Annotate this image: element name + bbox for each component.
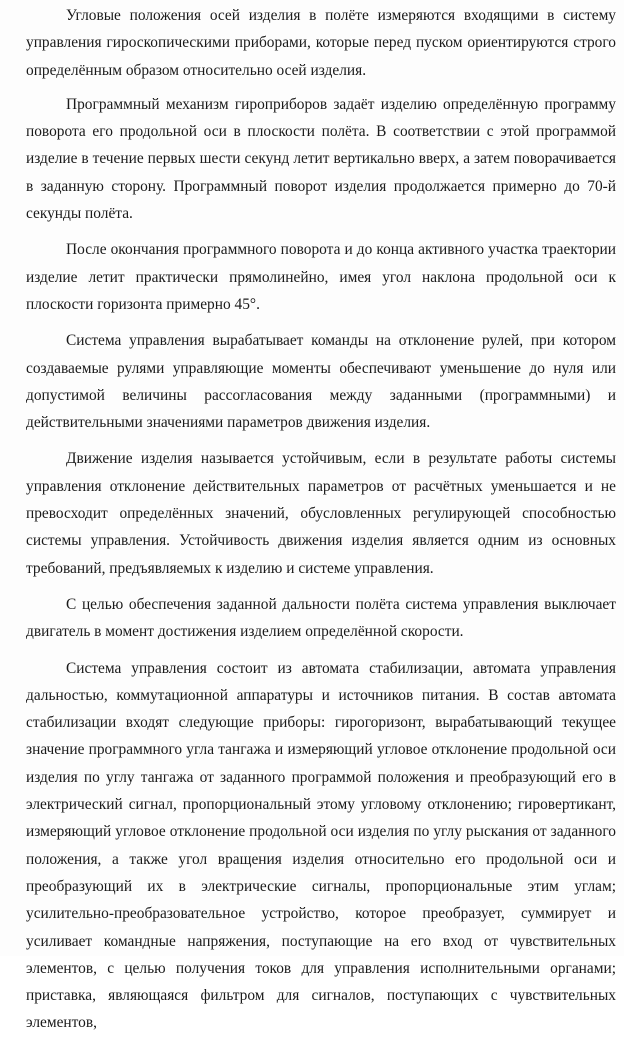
paragraph-straight-flight: После окончания программного поворота и до конца активного участка траектории изделие летит практически прямолинейно, имея угол наклона продольной оси к плоскости горизонта примерно 45°. <box>26 241 616 313</box>
paragraph-system-composition: Система управления состоит из автомата стабилизации, автомата управления дальностью, коммутационной аппаратуры и источников питания. В состав автомата стабилизации входят следующие приборы: гирогоризонт, вырабатывающий текущее значение программного угла тангажа и измеряющий угловое отклонение продольной оси изделия по углу тангажа от заданного программой положения и преобразующий его в электрический сигнал, пропорциональный этому угловому отклонению; гировертикант, измеряющий угловое отклонение продольной оси изделия по углу рыскания от заданного положения, а также угол вращения изделия относительно его продольной оси и преобразующий их в электрические сигналы, пропорциональные этим углам; усилительно-преобразовательное устройство, которое преобразует, суммирует и усиливает командные напряжения, поступающие на его вход от чувствительных элементов, с целью получения токов для управления исполнительными органами; приставка, являющаяся фильтром для сигналов, поступающих с чувствительных элементов, <box>26 659 616 1032</box>
paragraph-stability: Движение изделия называется устойчивым, если в результате работы системы управления отклонение действительных параметров от расчётных уменьшается и не превосходит определённых значений, обусловленных регулирующей способностью системы управления. Устойчивость движения изделия является одним из основных требований, предъявляемых к изделию и системе управления. <box>26 450 616 577</box>
paragraph-range-cutoff: С целью обеспечения заданной дальности полёта система управления выключает двигатель в момент достижения изделием определённой скорости. <box>26 595 616 641</box>
paragraph-control-commands: Система управления вырабатывает команды на отклонение рулей, при котором создаваемые рулями управляющие моменты обеспечивают уменьшение до нуля или допустимой величины рассогласования между заданными (программными) и действительными значениями параметров движения изделия. <box>26 332 616 432</box>
document-body <box>26 2 616 1037</box>
paragraph-program-turn: Программный механизм гироприборов задаёт изделию определённую программу поворота его продольной оси в плоскости полёта. В соответствии с этой программой изделие в течение первых шести секунд летит вертикально вверх, а затем поворачивается в заданную сторону. Программный поворот изделия продолжается примерно до 70-й секунды полёта. <box>26 95 616 223</box>
paragraph-gyro-orientation: Угловые положения осей изделия в полёте измеряются входящими в систему управления гироскопическими приборами, которые перед пуском ориентируются строго определённым образом относительно осей изделия. <box>26 7 616 79</box>
